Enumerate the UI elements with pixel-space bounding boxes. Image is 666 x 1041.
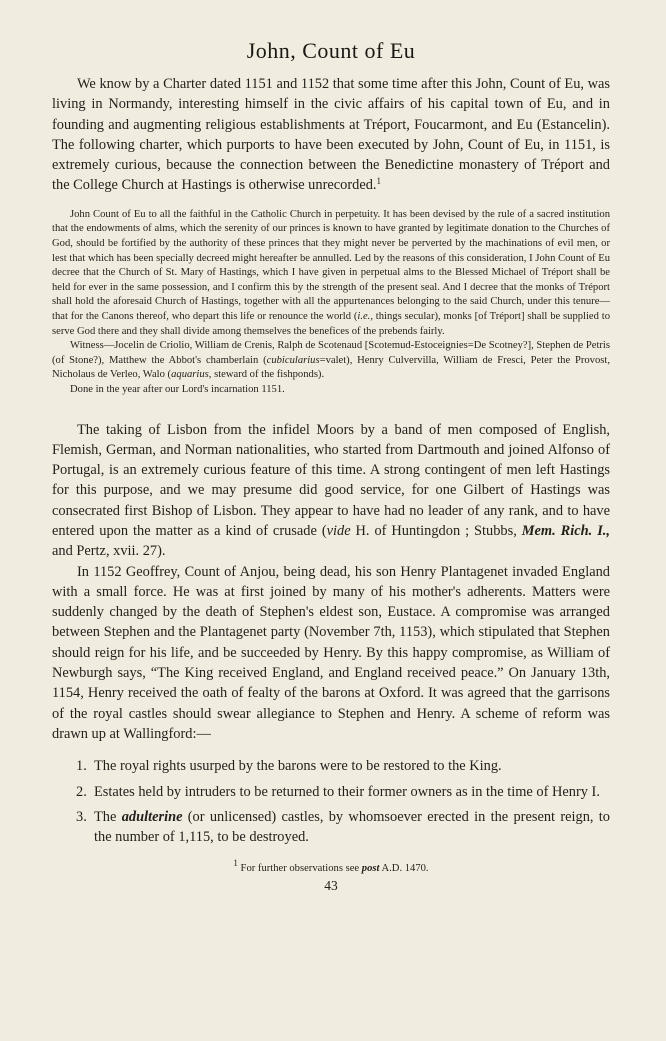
witness-italic-cubicularius: cubicularius [266, 354, 320, 366]
page-number: 43 [324, 878, 338, 894]
footnote-italic-post: post [361, 863, 380, 875]
intro-text: We know by a Charter dated 1151 and 1152 that some time after this John, Count of Eu, was living in Normandy, interesting himself in the civic affairs of his capital town of Eu, and in founding and augmenting religious establishments at Tréport, Foucarmont, and Eu (Estancelin). The following charter, which purports to have been executed by John, Count of Eu, in 1151, is extremely curious, because the connection between the Benedictine monastery of Tréport and the College Church at Hastings is otherwise unrecorded. [52, 76, 610, 194]
witness-text-part: Witness—Jocelin de Criolio, William de Crenis, Ralph de Scotenaud [Scotemud-Estoceignies=De Scotney?], Stephen de Petris (of Stone?), Matthew the Abbot's chamberlain ( [52, 340, 610, 366]
reform-number: 1. [76, 758, 87, 775]
charter-text-part: things secular), monks [of Tréport] shall be supplied to serve God there and they shall divide among themselves the benefices of the prebends fairly. [52, 310, 610, 337]
lisbon-text-part: and Pertz, xvii. 27). [52, 543, 166, 560]
footnote-mark: 1 [233, 858, 238, 869]
lisbon-italic-mem-rich: Mem. Rich. I., [521, 522, 610, 539]
witness-text-part: =valet), Henry Culvervilla, William de Fresci, Peter the Provost, Nicholaus de Verleo, Walo ( [52, 354, 610, 381]
reform-number: 3. [76, 808, 87, 825]
reform-text: The [94, 808, 122, 825]
charter-date: Done in the year after our Lord's incarnation 1151. [70, 383, 285, 395]
footnote-text: A.D. 1470. [379, 863, 429, 875]
charter-italic-ie: i.e., [357, 310, 373, 322]
reform-italic-adulterine: adulterine [121, 808, 183, 825]
section-gap [52, 398, 610, 420]
footnote [52, 858, 610, 875]
reform-item [76, 782, 610, 802]
reform-text: (or unlicensed) castles, by whomsoever erected in the present reign, to the number of 1,115, to be destroyed. [94, 808, 610, 846]
witness-italic-aquarius: aquarius [171, 369, 209, 381]
reform-text: The royal rights usurped by the barons were to be restored to the King. [94, 758, 502, 775]
footnote-reference: 1 [376, 176, 382, 187]
lisbon-text-part: The taking of Lisbon from the infidel Moors by a band of men composed of English, Flemish, German, and Norman nationalities, who started from Dartmouth and joined Alfonso of Portugal, is an extremely curious feature of this time. A strong contingent of men left Hastings for this purpose, and we may presume did good service, for one Gilbert of Hastings was consecrated first Bishop of Lisbon. They appear to have had no leader of any rank, and to have entered upon the matter as a kind of crusade ( [52, 421, 610, 539]
reform-item [76, 807, 610, 848]
lisbon-text-part: H. of Huntingdon ; Stubbs, [350, 522, 522, 539]
lisbon-paragraph [52, 420, 610, 562]
reform-list [52, 756, 610, 847]
page-title: John, Count of Eu [246, 38, 416, 63]
footnote-text: For further observations see [237, 863, 362, 875]
charter-text-part: John Count of Eu to all the faithful in the Catholic Church in perpetuity. It has been devised by the rule of a sacred institution that the endowments of alms, which the serenity of our princes is known to have granted by legitimate donation to the Churches of God, should be fortified by the authority of these princes that they might never be perverted by the machinations of evil men, or lest that which has been specially decreed might hereafter be annulled. Led by the reasons of this consideration, I John Count of Eu decree that the Church of St. Mary of Hastings, which I have given in perpetual alms to the Blessed Michael of Tréport shall be held for ever in the same possession, and I confirm this by the strength of the present seal. And I decree that the monks of Tréport shall hold the aforesaid Church of Hastings, together with all the appurtenances belonging to the said Church, under this tenure—that for the Canons thereof, who depart this life or renounce the world ( [52, 208, 610, 322]
witness-text-part: , steward of the fishponds). [208, 369, 325, 381]
reform-text: Estates held by intruders to be returned to their former owners as in the time of Henry I. [94, 783, 600, 800]
charter-witnesses [52, 339, 610, 383]
intro-paragraph [52, 74, 610, 196]
geoffrey-paragraph: In 1152 Geoffrey, Count of Anjou, being dead, his son Henry Plantagenet invaded England with a small force. He was at first joined by many of his mother's adherents. Matters were suddenly changed by the death of Stephen's eldest son, Eustace. A compromise was arranged between Stephen and the Plantagenet party (November 7th, 1153), which stipulated that Stephen should reign for his life, and be succeeded by Henry. By this happy compromise, as William of Newburgh says, “The King received England, and England received peace.” On January 13th, 1154, Henry received the oath of fealty of the barons at Oxford. It was agreed that the garrisons of the royal castles should swear allegiance to Stephen and Henry. A scheme of reform was drawn up at Wallingford:— [52, 563, 610, 742]
charter-text [52, 208, 610, 339]
reform-item [76, 756, 610, 776]
reform-number: 2. [76, 783, 87, 800]
lisbon-italic-vide: vide [326, 522, 351, 539]
charter-block [52, 208, 610, 398]
